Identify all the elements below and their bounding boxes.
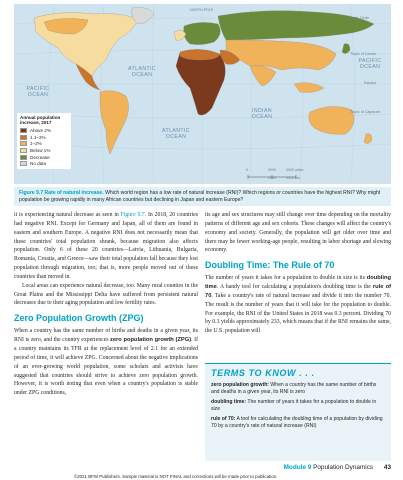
equator-label: Equator [364, 81, 377, 85]
text-run: . A handy tool for calculating a population's doubling time is the [216, 284, 373, 291]
scale-miles-mid: 2000 [268, 168, 276, 172]
legend-title: Annual population increase, 2017 [20, 115, 61, 126]
atlantic-ocean-south-label: ATLANTIC OCEAN [162, 128, 190, 140]
paragraph: Local areas can experience natural decrease, too. Many rural counties in the Great Plains and the Mississippi Delta have suffered from persistent natural decreases due to their aging population and low fertility rates. [14, 282, 198, 307]
legend-label: No data [30, 161, 47, 167]
figure-caption [14, 187, 391, 206]
term-definition: The number of years it takes for a population to double in size [211, 398, 377, 412]
legend-swatch [20, 148, 27, 153]
arctic-circle-label: Arctic Circle [350, 16, 370, 20]
legend-item [20, 127, 69, 134]
legend-swatch [20, 141, 27, 146]
paragraph [205, 274, 391, 336]
pacific-ocean-west-label: PACIFIC OCEAN [26, 86, 50, 98]
right-column [205, 211, 391, 336]
scale-km-max: 4000 km [286, 176, 300, 180]
paragraph: its age and sex structures may still change over time depending on the mortality patterns of different age and sex cohorts. These changes will affect the country's economy and society. Generally, the population will get older over time and there may be fewer working-age people, resulting in labor shortage and slowing economy. [205, 212, 391, 254]
terms-to-know-box [205, 363, 391, 461]
module-number: Module 9 [283, 464, 312, 471]
text-run: . If a country maintains its TFR at the replacement level of 2.1 for an extended period of time, it will achieve ZPG. Concerned about the negative implications of an ever-growing world population, some scholars and activists have suggested that countries should strive to achieve zero population growth. However, it is worth noting that even when a country's population is stable under ZPG conditions, [14, 337, 198, 397]
scale-bar [246, 170, 302, 180]
text-run: The number of years it takes for a population to double in size is its [205, 275, 367, 282]
term-name: rule of 70: [211, 415, 236, 422]
legend-item [20, 154, 69, 161]
term-item [211, 416, 385, 430]
figure-number: Figure 9.7 [19, 190, 44, 196]
text-run: . Take a country's rate of natural increase and divide it into the number 70. The result is the number of years that it will take for the population to double. For example, the RNI of the United States in 2018 was 0.3 percent. Dividing 70 by 0.3 yields approximately 233, which means that if the RNI remains the same, the U.S. population will [205, 292, 391, 335]
page-footer [14, 464, 391, 480]
left-column [14, 211, 198, 398]
term-name: zero population growth: [211, 382, 270, 388]
legend-item [20, 134, 69, 141]
legend-swatch [20, 161, 27, 166]
section-heading-zpg: Zero Population Growth (ZPG) [14, 313, 144, 324]
map-legend [17, 113, 71, 169]
legend-label: 1.1–2% [30, 134, 46, 140]
legend-label: Below 1% [30, 147, 51, 153]
paragraph [14, 211, 198, 282]
legend-item [20, 141, 69, 148]
legend-item [20, 147, 69, 154]
text-run: it is experiencing natural decrease as seen in [14, 212, 121, 218]
term-item [211, 382, 385, 396]
pacific-ocean-east-label: PACIFIC OCEAN [358, 58, 382, 70]
figure-title: Rate of natural increase. [44, 190, 104, 196]
term-name: doubling time: [211, 398, 247, 405]
figure-caption-text: Which world region has a low rate of natural increase (RNI)? Which regions or countries have the highest RNI? Why might population be growing rapidly in many African countries but declining in Japan and eastern Europe? [19, 190, 381, 203]
figure-reference-link[interactable]: Figure 9.7 [120, 212, 145, 218]
copyright-notice: ©2021 BFW Publishers. Sample material is NOT FINAL and corrections will be made prior to publication. [74, 474, 278, 479]
terms-title: TERMS TO KNOW . . . [211, 368, 315, 378]
text-run: When a country has the same number of births and deaths in a given year, its RNI is zero, and the country experiences [14, 328, 198, 344]
tropic-of-capricorn-label: Tropic of Capricorn [350, 110, 381, 114]
module-line [284, 464, 391, 471]
page-number: 43 [383, 464, 391, 471]
key-term: rule of 70 [205, 284, 391, 299]
legend-label: Decrease [30, 154, 50, 160]
indian-ocean-label: INDIAN OCEAN [251, 108, 273, 120]
scale-km-mid: 2000 [268, 176, 276, 180]
key-term: doubling time [205, 275, 391, 291]
atlantic-ocean-north-label: ATLANTIC OCEAN [128, 66, 156, 78]
scale-miles-max: 4000 miles [286, 168, 304, 172]
legend-item [20, 160, 69, 167]
term-item [211, 399, 385, 413]
text-run: . In 2018, 20 countries had negative RNI. Except for Germany and Japan, all of them are found in eastern and southern Europe. A negative RNI does not necessarily mean that these countries' total population shrank, because migration also affects population. Only 6 of these 20 countries—Latvia, Lithuania, Bulgaria, Romania, Croatia, and Greece—saw their total population fall because they lost population through migration, too; that is, more people moved out of these countries than moved in. [14, 212, 198, 280]
legend-swatch [20, 135, 27, 140]
section-heading-doubling-time: Doubling Time: The Rule of 70 [205, 260, 335, 271]
term-definition: When a country has the same number of births and deaths in a given year, its RNI is zero [211, 382, 377, 395]
paragraph [14, 327, 198, 398]
module-title: Population Dynamics [313, 464, 374, 471]
term-definition: A tool for calculating the doubling time of a population by dividing 70 by a country's rate of natural increase (RNI) [211, 415, 383, 429]
legend-label: 1–2% [30, 141, 42, 147]
legend-swatch [20, 155, 27, 160]
legend-swatch [20, 128, 27, 133]
key-term: zero population growth (ZPG) [109, 337, 192, 344]
tropic-of-cancer-label: Tropic of Cancer [350, 52, 377, 56]
north-pole-label: NORTH POLE [190, 8, 214, 12]
legend-label: Above 2% [30, 128, 51, 134]
scale-zero: 0 [246, 168, 248, 172]
